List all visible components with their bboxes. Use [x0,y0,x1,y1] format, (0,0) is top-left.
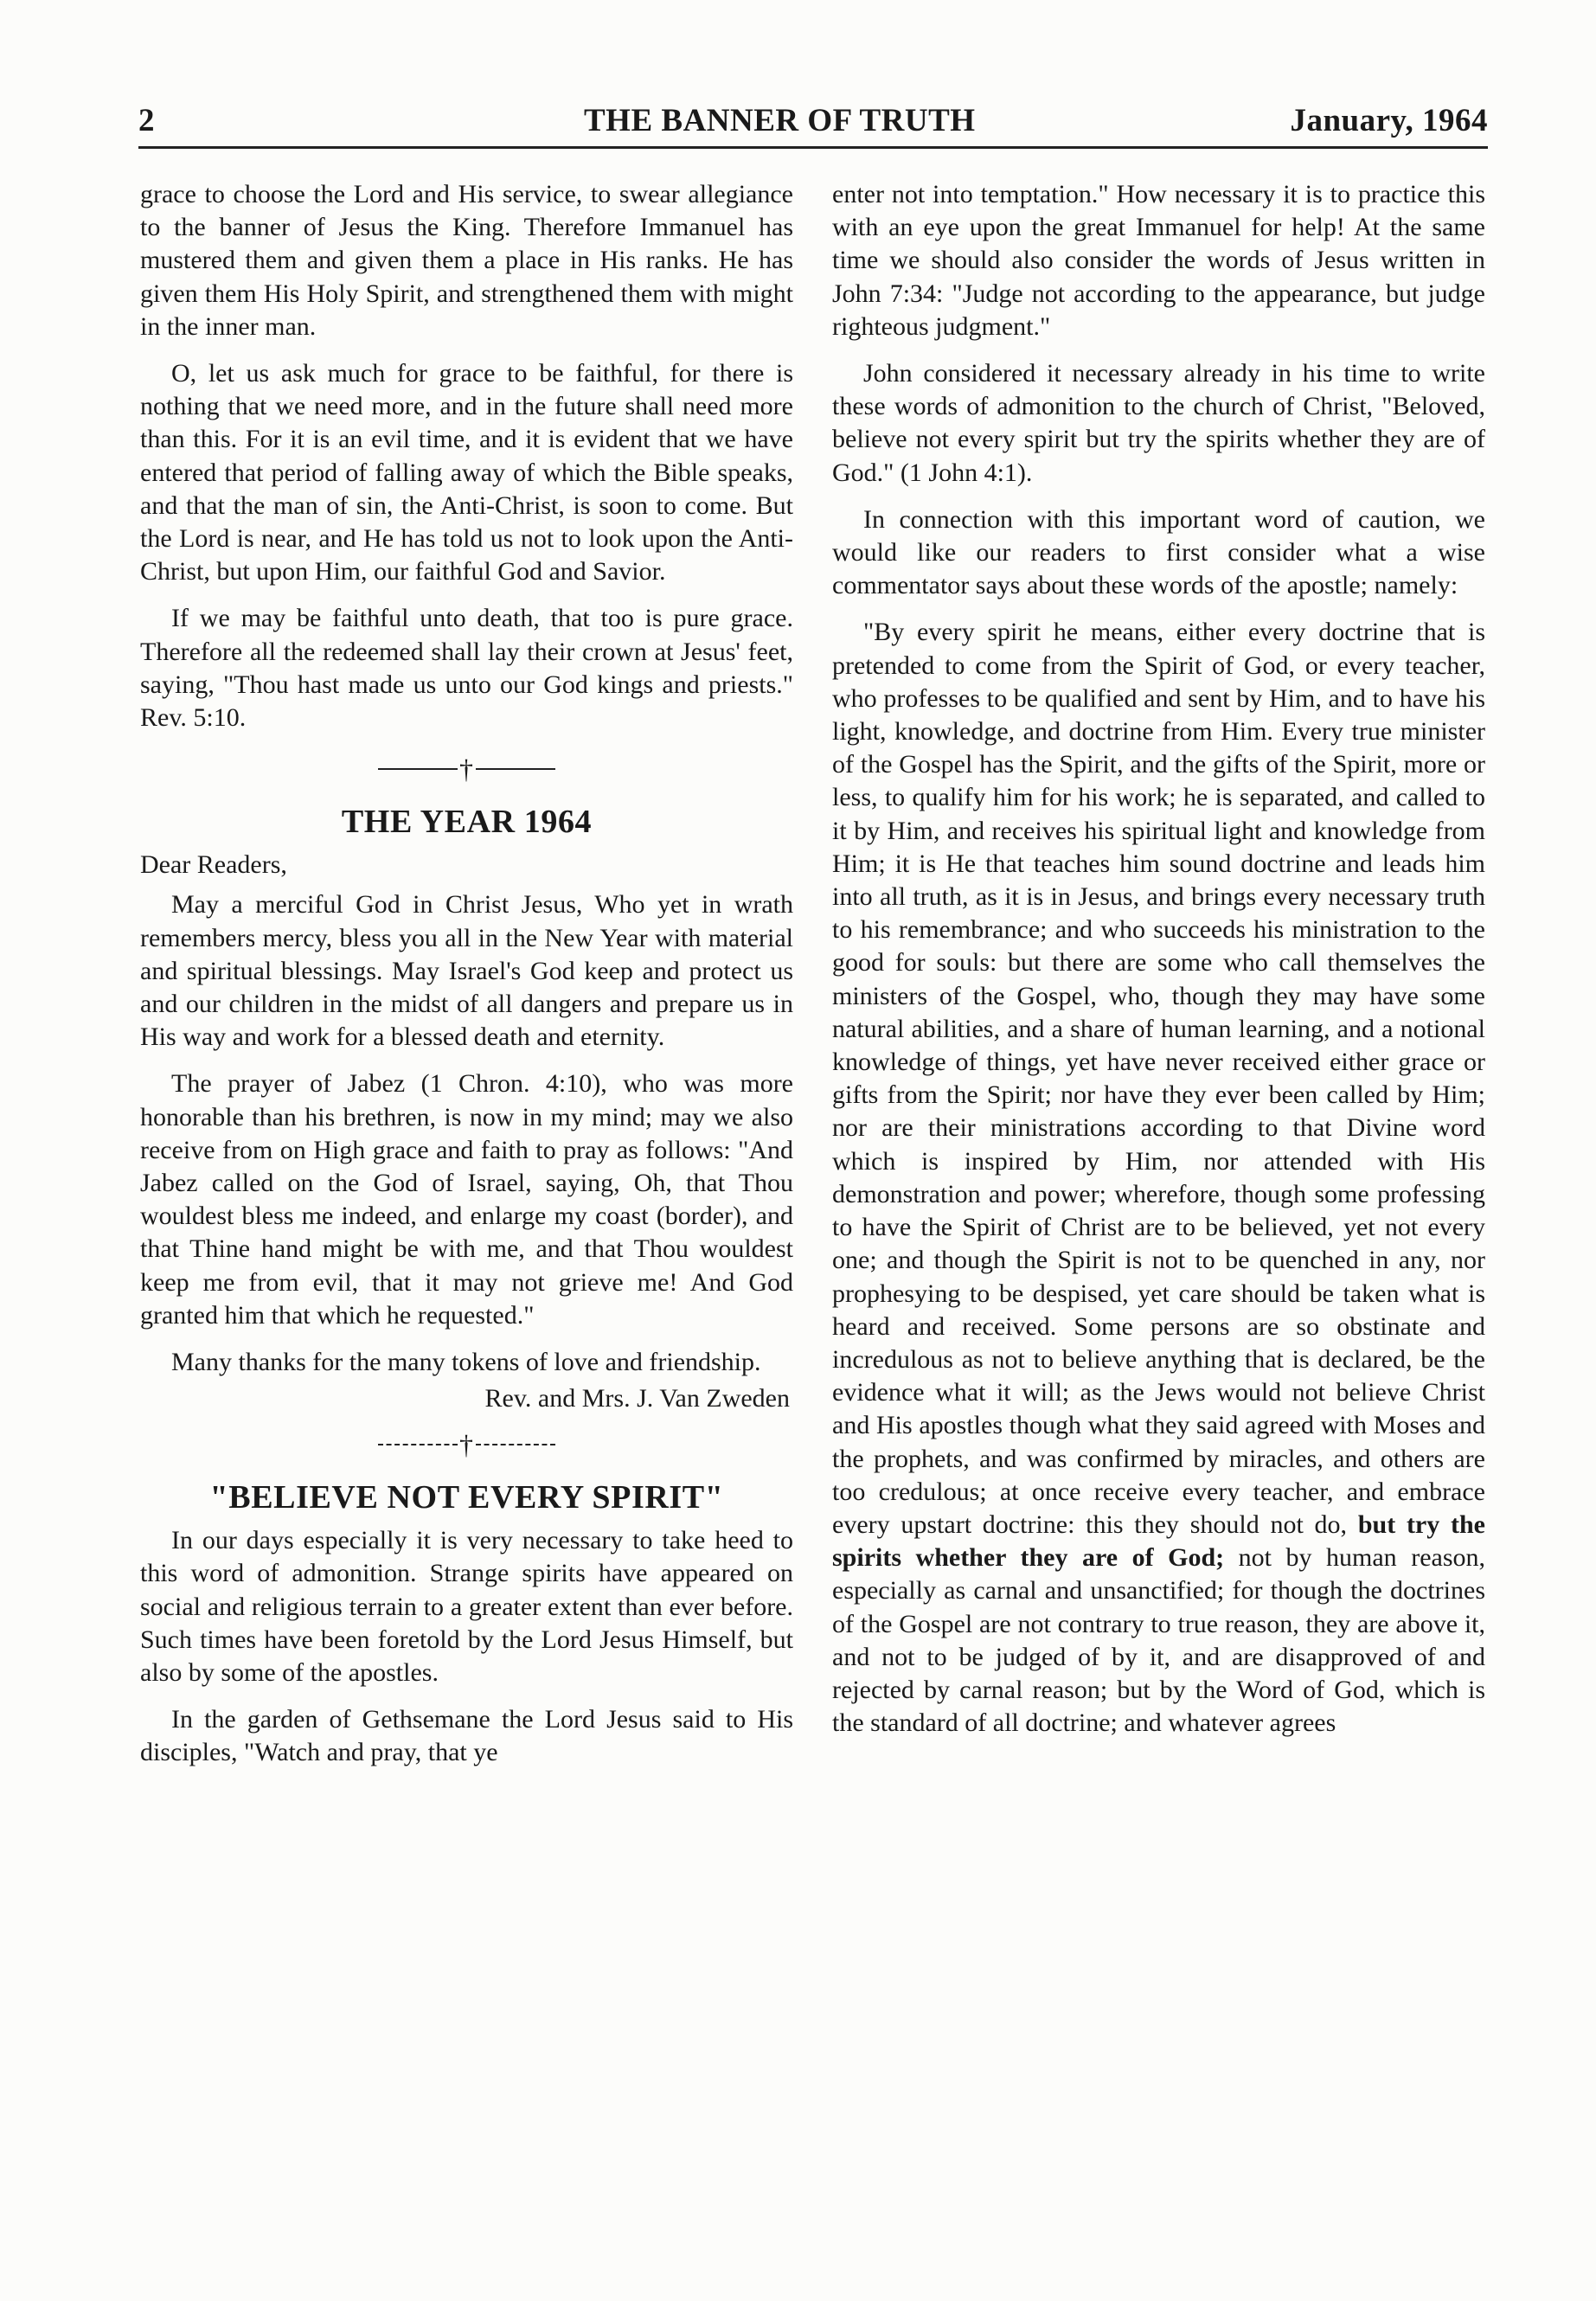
paragraph: In the garden of Gethsemane the Lord Jesus said to His disciples, "Watch and pray, that ye [140,1705,793,1767]
paragraph: In connection with this important word of caution, we would like our readers to first consider what a wise commentator says about these words of the apostle; namely: [832,504,1485,600]
section-divider [140,748,793,786]
right-column [832,178,1485,1753]
paragraph: O, let us ask much for grace to be faithful, for there is nothing that we need more, and in the future shall need more than this. For it is an evil time, and it is evident that we have entered that period of falling away of which the Bible speaks, and that the man of sin, the Anti-Christ, is soon to come. But the Lord is near, and He has told us not to look upon the Anti-Christ, but upon Him, our faithful God and Savior. [140,359,793,586]
page-number: 2 [138,103,155,138]
divider-line [378,1444,458,1445]
section-heading-spirit: "BELIEVE NOT EVERY SPIRIT" [209,1479,724,1516]
header-rule [138,146,1488,149]
paragraph: May a merciful God in Christ Jesus, Who yet in wrath remembers mercy, bless you all in the New Year with material and spiritual blessings. May Israel's God keep and protect us and our children in the midst of all dangers and prepare us in His way and work for a blessed death and eternity. [140,890,793,1052]
issue-date: January, 1964 [1290,103,1488,138]
quote-text: not by human reason, especially as carnal and unsanctified; for though the doctrines of the Gospel are not contrary to true reason, they are above it, and not to be judged of by it, and are disapproved of and rejected by carnal reason; but by the Word of God, which is the standard of all doctrine; and whatever agrees [832,1543,1486,1738]
divider-line [476,768,555,770]
page-header [138,102,1488,154]
paragraph: Many thanks for the many tokens of love and friendship. [171,1347,761,1376]
salutation: Dear Readers, [140,850,287,880]
quote-text: "By every spirit he means, either every doctrine that is pretended to come from the Spirit of God, or every teacher, who professes to be qualified and sent by Him, and to have his light, knowledge, and doctrine from Him. Every true minister of the Gospel has the Spirit, and the gifts of the Spirit, more or less, to qualify him for his work; he is separated, and called to it by Him, and receives his spiritual light and knowledge from Him; it is He that teaches him sound doctrine and leads him into all truth, as it is in Jesus, and brings every necessary truth to his remembrance; and who succeeds his ministration to the good for souls: but there are some who call themselves the ministers of the Gospel, who, though they may have some natural abilities, and a share of human learning, and a notional knowledge of things, yet have never received either grace or gifts from the Spirit; nor have they ever been called by Him; nor are their ministrations according to that Divine word which is inspired by Him, nor attended with His demonstration and power; wherefore, though some professing to have the Spirit of Christ are to be believed, yet not every one; and though the Spirit is not to be quenched in any, nor prophesying to be despised, yet care should be taken what is heard and received. Some persons are so obstinate and incredulous as not to believe anything that is declared, be the evidence what it will; as the Jews would not believe Christ and His apostles though what they said agreed with Moses and the prophets, and was confirmed by miracles, and others are too credulous; at once receive every teacher, and embrace every upstart doctrine: this they should not do, [832,618,1485,1539]
paragraph: The prayer of Jabez (1 Chron. 4:10), who was more honorable than his brethren, is now in my mind; may we also receive from on High grace and faith to pray as follows: "And Jabez called on the God of Israel, saying, Oh, that Thou wouldest bless me indeed, and enlarge my coast (border), and that Thine hand might be with me, and that Thou wouldest keep me from evil, that it may not grieve me! And God granted him that which he requested." [140,1069,793,1330]
signature: Rev. and Mrs. J. Van Zweden [484,1384,790,1413]
cross-icon: † [459,1429,474,1461]
commentary-quote [832,616,1485,1740]
cross-icon: † [459,753,474,785]
divider-line [378,768,458,770]
publication-title: THE BANNER OF TRUTH [584,103,976,138]
left-column [140,178,793,1784]
section-divider [140,1424,793,1462]
paragraph: If we may be faithful unto death, that too is pure grace. Therefore all the redeemed shall lay their crown at Jesus' feet, saying, "Thou hast made us unto our God kings and priests." Rev. 5:10. [140,604,793,733]
quote-bold-text: but try the spirits whether they are of God; [832,1509,1486,1573]
paragraph: John considered it necessary already in his time to write these words of admonition to the church of Christ, "Beloved, believe not every spirit but try the spirits whether they are of God." (1 John 4:1). [832,359,1485,487]
paragraph: grace to choose the Lord and His service, to swear allegiance to the banner of Jesus the King. Therefore Immanuel has mustered them and given them a place in His ranks. He has given them His Holy Spirit, and strengthened them with might in the inner man. [140,180,793,341]
paragraph: In our days especially it is very necessary to take heed to this word of admonition. Strange spirits have appeared on social and religious terrain to a greater extent than ever before. Such times have been foretold by the Lord Jesus Himself, but also by some of the apostles. [140,1526,793,1688]
section-heading-year: THE YEAR 1964 [341,803,593,840]
paragraph: enter not into temptation." How necessary it is to practice this with an eye upon the great Immanuel for help! At the same time we should also consider the words of Jesus written in John 7:34: "Judge not according to the appearance, but judge righteous judgment." [832,180,1485,341]
divider-line [476,1444,555,1445]
